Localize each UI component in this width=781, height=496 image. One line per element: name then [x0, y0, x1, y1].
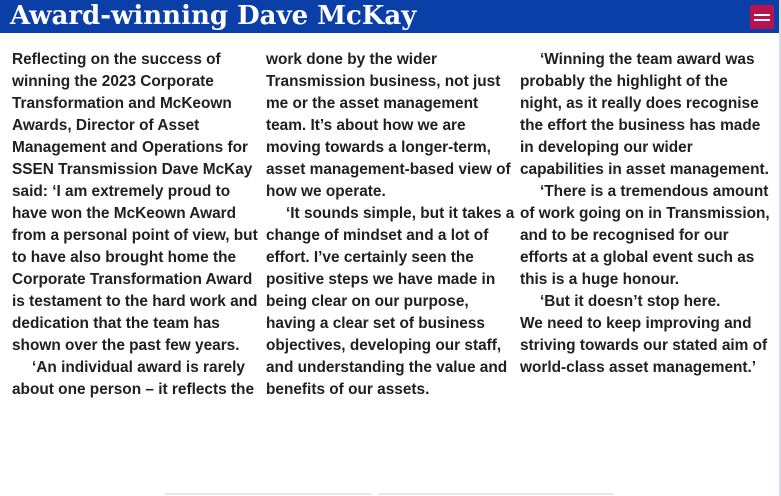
divider — [378, 493, 614, 495]
menu-button[interactable] — [750, 5, 774, 29]
paragraph: ‘Winning the team award was probably the highlight of the night, as it really does recognise the effort the business has made in developing our wider capabilities in asset management. — [520, 51, 769, 178]
paragraph: ‘But it doesn’t stop here. — [540, 293, 721, 310]
divider — [165, 493, 372, 495]
header-bar — [0, 0, 779, 33]
article-column-1 — [12, 49, 262, 401]
paragraph: ‘An individual award is rarely about one person – it reflects the — [12, 359, 255, 398]
paragraph: ‘There is a tremendous amount of work going on in Transmission, and to be recognised for our efforts at a global event such as this is a huge honour. — [520, 183, 770, 288]
paragraph: We need to keep improving and striving towards our stated aim of world-class asset management.’ — [520, 315, 768, 376]
article-column-2 — [266, 49, 516, 401]
article-column-3 — [520, 49, 770, 379]
paragraph: Reflecting on the success of winning the 2023 Corporate Transformation and McKeown Awards, Director of Asset Management and Operations for SSEN Transmission Dave McKay said: ‘I am extremely proud to have won the McKeown Award from a personal point of view, but to have also brought home the Corporate Transformation Award is testament to the hard work and dedication that the team has shown over the past few years. — [12, 51, 258, 354]
page-title: Award-winning Dave McKay — [10, 1, 417, 31]
paragraph: ‘It sounds simple, but it takes a change of mindset and a lot of effort. I’ve certainly seen the positive steps we have made in being clear on our purpose, having a clear set of business objectives, developing our staff, and understanding the value and benefits of our assets. — [266, 205, 515, 398]
paragraph: work done by the wider Transmission business, not just me or the asset management team. It’s about how we are moving towards a longer-term, asset management-based view of how we operate. — [266, 51, 511, 200]
